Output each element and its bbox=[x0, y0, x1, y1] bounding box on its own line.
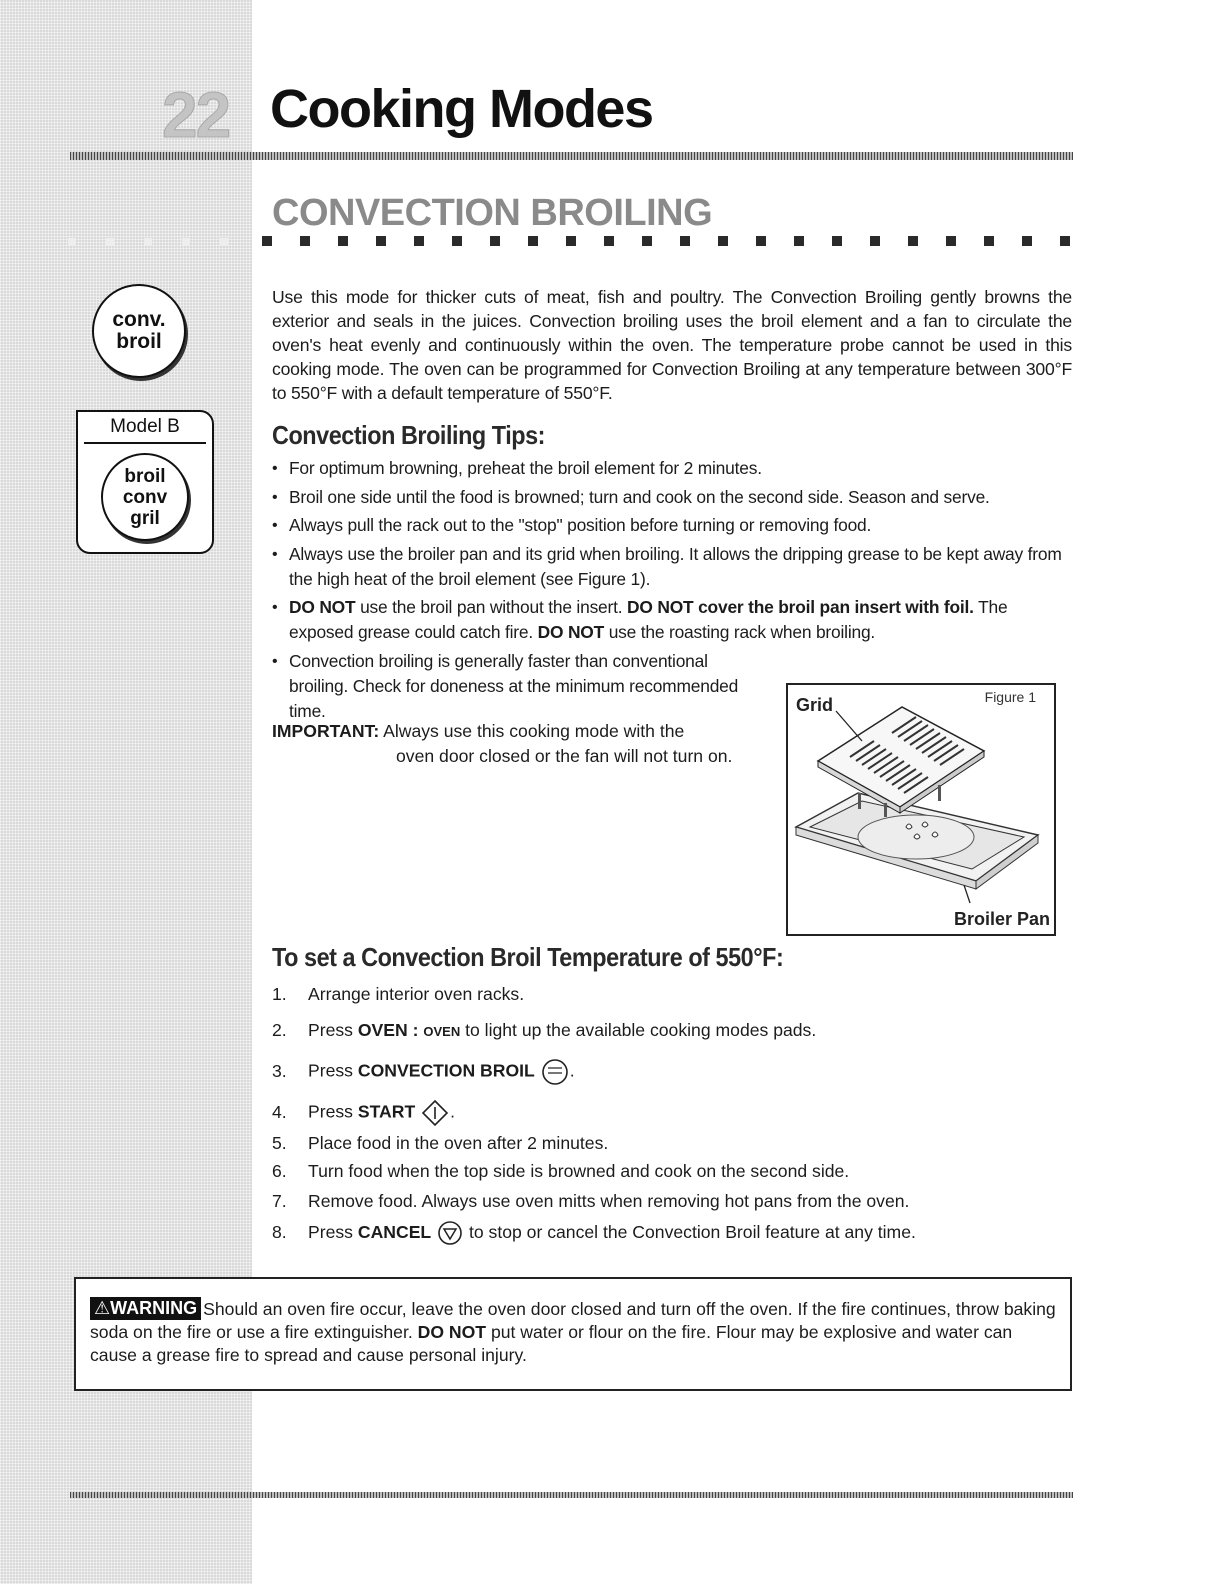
step-1 bbox=[272, 981, 524, 1007]
divider-dot bbox=[718, 236, 728, 246]
step-number: 1. bbox=[272, 984, 287, 1004]
tip-item: • Convection broiling is generally faster than conventional broiling. Check for doneness at the minimum recommended time. bbox=[272, 649, 769, 724]
broiler-pan-illustration bbox=[788, 685, 1054, 934]
donot-text-1: use the broil pan without the insert. bbox=[355, 597, 628, 617]
grid-label: Grid bbox=[796, 695, 834, 715]
divider-dot bbox=[1022, 236, 1032, 246]
divider-dot bbox=[68, 238, 76, 246]
step-text: . bbox=[450, 1101, 455, 1122]
pan-leader-line bbox=[964, 885, 970, 903]
figure-number-label: Figure 1 bbox=[984, 689, 1036, 705]
grid-outline bbox=[818, 707, 984, 807]
broiler-pan-label: Broiler Pan bbox=[953, 909, 1050, 929]
donot-text-3: use the roasting rack when broiling. bbox=[604, 622, 876, 642]
divider-dot bbox=[870, 236, 880, 246]
divider-dot bbox=[338, 236, 348, 246]
step-text: Remove food. Always use oven mitts when removing hot pans from the oven. bbox=[308, 1191, 910, 1211]
donot-bold-3: DO NOT bbox=[537, 622, 605, 642]
step-6 bbox=[272, 1158, 849, 1184]
tip-item: • For optimum browning, preheat the broil element for 2 minutes. bbox=[272, 456, 1072, 481]
divider-dot bbox=[946, 236, 956, 246]
important-label: IMPORTANT: bbox=[272, 721, 380, 741]
divider-dot bbox=[262, 236, 272, 246]
warning-badge-label: WARNING bbox=[110, 1298, 198, 1318]
step-number: 3. bbox=[272, 1060, 287, 1081]
step-text: Place food in the oven after 2 minutes. bbox=[308, 1133, 609, 1153]
step-number: 2. bbox=[272, 1020, 287, 1040]
title-divider bbox=[70, 152, 1073, 160]
divider-dot bbox=[680, 236, 690, 246]
step-8 bbox=[272, 1219, 916, 1245]
divider-dot bbox=[220, 238, 228, 246]
divider-dot bbox=[604, 236, 614, 246]
step-text: to light up the available cooking modes pads. bbox=[460, 1020, 817, 1040]
oven-key-small: OVEN bbox=[423, 1024, 461, 1039]
step-text: Turn food when the top side is browned and cook on the second side. bbox=[308, 1161, 850, 1181]
step-number: 8. bbox=[272, 1222, 287, 1242]
warning-box bbox=[74, 1277, 1072, 1391]
step-key-label: OVEN : bbox=[357, 1020, 424, 1040]
divider-dot bbox=[300, 236, 310, 246]
broil-pad-line1: broil bbox=[124, 465, 166, 487]
divider-dot bbox=[1060, 236, 1070, 246]
broil-pad-line3: gril bbox=[130, 507, 160, 529]
donot-bold-1: DO NOT bbox=[289, 597, 356, 617]
page-number: 22 bbox=[162, 79, 230, 151]
step-text: . bbox=[569, 1060, 575, 1081]
important-note bbox=[272, 719, 782, 769]
conv-broil-pad-line1: conv. bbox=[112, 308, 166, 331]
conv-broil-pad-line2: broil bbox=[116, 330, 162, 353]
model-divider bbox=[84, 442, 206, 444]
figure-1-broiler-pan bbox=[786, 683, 1056, 936]
broil-pad-line2: conv bbox=[122, 486, 168, 508]
divider-dot bbox=[144, 238, 152, 246]
divider-dot bbox=[756, 236, 766, 246]
donot-text-2: The exposed grease could catch fire. bbox=[289, 597, 1008, 642]
model-b-panel bbox=[76, 410, 214, 554]
step-3 bbox=[272, 1057, 575, 1083]
divider-dot bbox=[528, 236, 538, 246]
warning-donot: DO NOT bbox=[417, 1322, 487, 1342]
conv-broil-key-icon bbox=[540, 1057, 570, 1087]
tip-item-donot bbox=[272, 595, 1072, 645]
step-number: 6. bbox=[272, 1161, 287, 1181]
step-number: 7. bbox=[272, 1191, 287, 1211]
divider-dot bbox=[984, 236, 994, 246]
step-key-label: CANCEL bbox=[357, 1222, 432, 1242]
sidebar-dot-divider bbox=[68, 238, 250, 248]
step-text: Arrange interior oven racks. bbox=[308, 984, 525, 1004]
step-text: to stop or cancel the Convection Broil feature at any time. bbox=[464, 1222, 916, 1242]
warning-badge bbox=[90, 1297, 201, 1320]
step-number: 5. bbox=[272, 1133, 287, 1153]
step-text: Press bbox=[308, 1222, 358, 1242]
important-line1: Always use this cooking mode with the bbox=[379, 721, 685, 741]
divider-dot bbox=[414, 236, 424, 246]
step-number: 4. bbox=[272, 1101, 287, 1122]
tip-item: • Always pull the rack out to the "stop" position before turning or removing food. bbox=[272, 513, 1072, 538]
step-5 bbox=[272, 1130, 608, 1156]
divider-dot bbox=[908, 236, 918, 246]
grid-leader-line bbox=[836, 711, 862, 741]
tips-heading: Convection Broiling Tips: bbox=[272, 420, 546, 450]
steps-heading: To set a Convection Broil Temperature of 550°F: bbox=[272, 942, 784, 972]
tip-item: • Broil one side until the food is browned; turn and cook on the second side. Season and serve. bbox=[272, 485, 1072, 510]
divider-dot bbox=[566, 236, 576, 246]
warning-triangle-icon: ⚠ bbox=[94, 1298, 111, 1318]
step-7 bbox=[272, 1188, 909, 1214]
divider-dot bbox=[452, 236, 462, 246]
warning-text bbox=[90, 1297, 1058, 1367]
divider-dot bbox=[642, 236, 652, 246]
step-key-label: START bbox=[357, 1101, 416, 1122]
step-text: Press bbox=[308, 1101, 358, 1122]
intro-paragraph: Use this mode for thicker cuts of meat, fish and poultry. The Convection Broiling gently browns the exterior and seals in the juices. Convection broiling uses the broil element and a fan to circulate the oven's heat evenly and continuously within the oven. The temperature probe cannot be used in this cooking mode. The oven can be programmed for Convection Broiling at any temperature between 300°F to 550°F with a default temperature of 550°F. bbox=[272, 287, 1072, 403]
warning-text-part2: put water or flour on the fire. Flour may be explosive and water can cause a grease fire to spread and cause personal injury. bbox=[90, 1322, 1013, 1365]
divider-dot bbox=[182, 238, 190, 246]
important-line2: oven door closed or the fan will not turn on. bbox=[396, 746, 733, 766]
divider-dot bbox=[832, 236, 842, 246]
donot-bold-2: DO NOT cover the broil pan insert with foil. bbox=[627, 597, 974, 617]
bottom-divider bbox=[70, 1492, 1073, 1498]
step-2 bbox=[272, 1017, 816, 1043]
start-key-icon bbox=[420, 1098, 450, 1128]
tip-item: • Always use the broiler pan and its grid when broiling. It allows the dripping grease to be kept away from the high heat of the broil element (see Figure 1). bbox=[272, 542, 1072, 592]
cancel-key-icon bbox=[436, 1219, 464, 1247]
conv-broil-pad-icon bbox=[92, 284, 186, 378]
model-label: Model B bbox=[110, 416, 180, 437]
divider-dot bbox=[376, 236, 386, 246]
section-heading: CONVECTION BROILING bbox=[272, 192, 713, 234]
page-title: Cooking Modes bbox=[270, 79, 653, 139]
step-text: Press bbox=[308, 1020, 358, 1040]
step-key-label: CONVECTION BROIL bbox=[357, 1060, 535, 1081]
step-4 bbox=[272, 1098, 455, 1124]
divider-dot bbox=[106, 238, 114, 246]
warning-text-part1: Should an oven fire occur, leave the oven door closed and turn off the oven. If the fire continues, throw baking soda on the fire or use a fire extinguisher. bbox=[90, 1299, 1056, 1342]
section-dot-divider bbox=[262, 236, 1074, 248]
step-text: Press bbox=[308, 1060, 358, 1081]
broil-conv-gril-pad-icon bbox=[101, 453, 189, 541]
divider-dot bbox=[794, 236, 804, 246]
divider-dot bbox=[490, 236, 500, 246]
